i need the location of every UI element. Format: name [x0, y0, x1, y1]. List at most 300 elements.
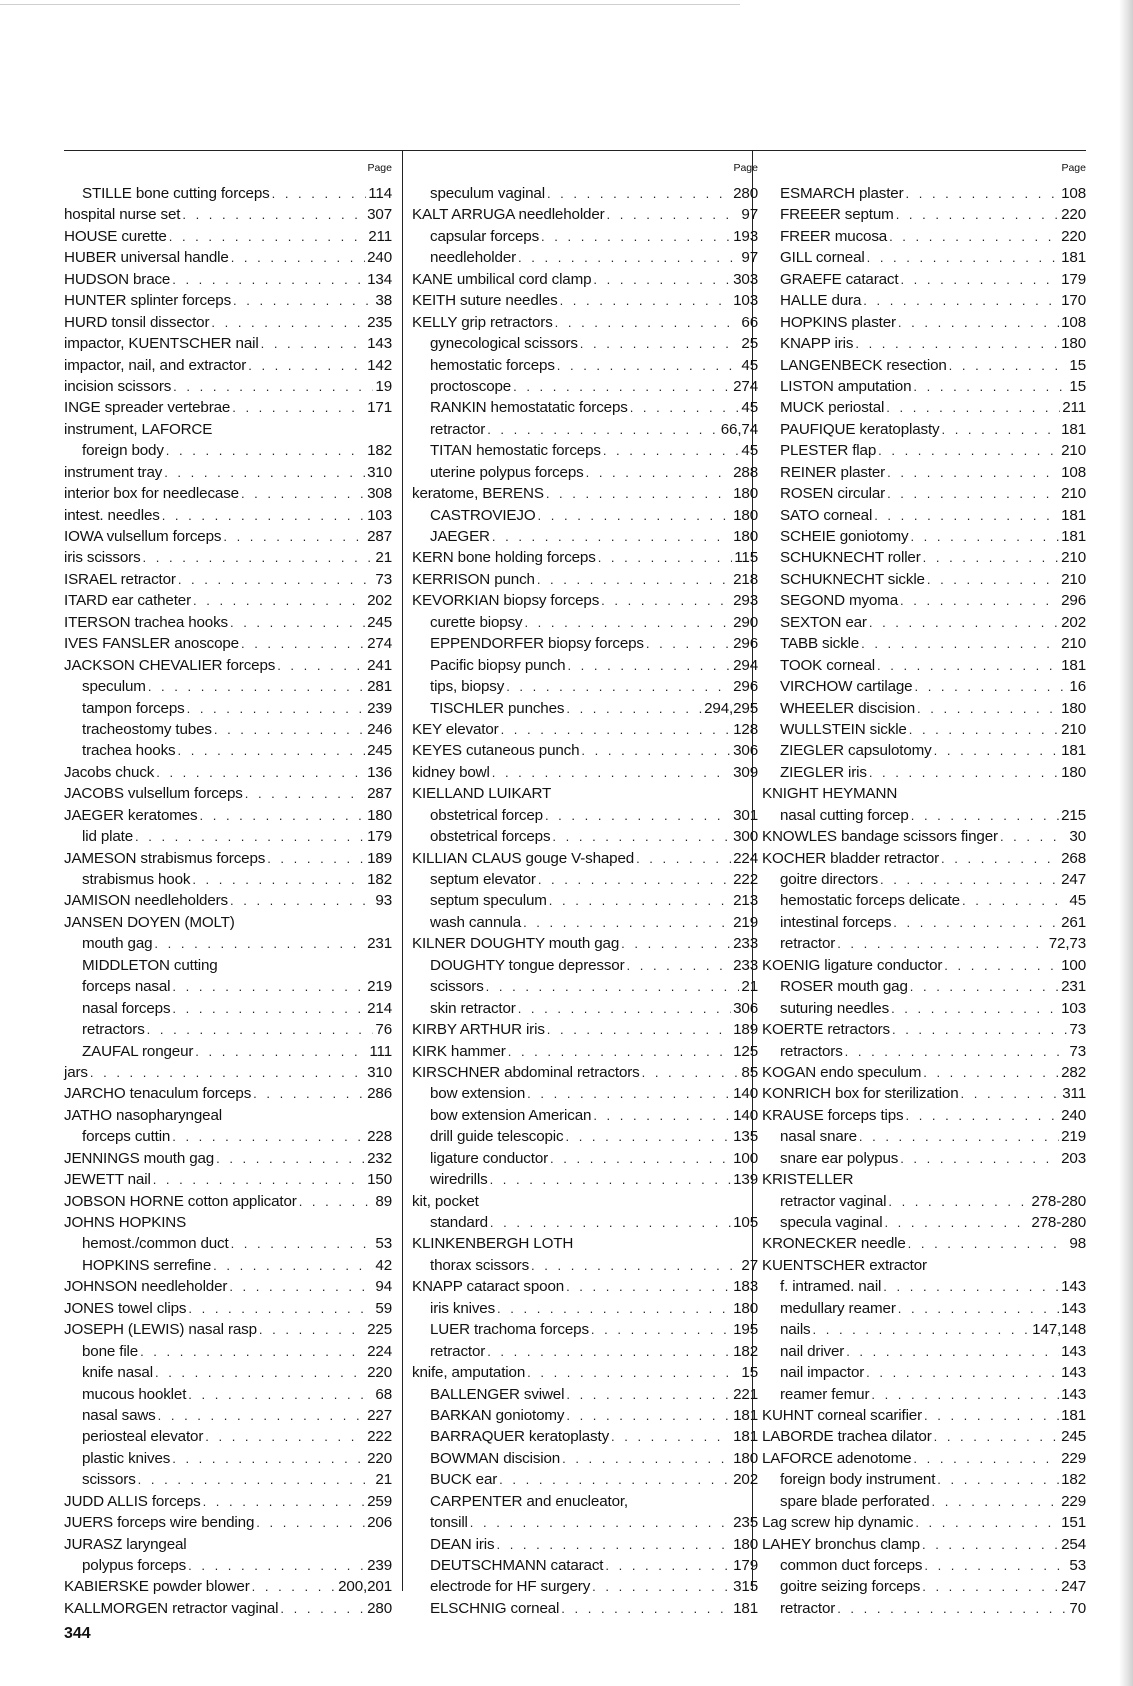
entry-page-ref: 140 [733, 1085, 758, 1103]
index-entry [64, 569, 392, 590]
entry-term: BUCK ear [430, 1471, 498, 1489]
dot-leader [591, 1319, 731, 1340]
dot-leader [267, 848, 365, 869]
index-entry [412, 333, 758, 354]
entry-term: KEVORKIAN biopsy forceps [412, 592, 600, 610]
entry-page-ref: 210 [1061, 485, 1086, 503]
dot-leader [580, 333, 740, 354]
index-entry [412, 1534, 758, 1555]
entry-page-ref: 224 [733, 849, 758, 867]
dot-leader [941, 848, 1059, 869]
entry-term: WULLSTEIN sickle [780, 720, 907, 738]
entry-term: KRAUSE forceps tips [762, 1106, 904, 1124]
dot-leader [887, 462, 1059, 483]
index-entry [64, 1319, 392, 1340]
entry-term: ZIEGLER capsulotomy [780, 742, 932, 760]
entry-page-ref: 108 [1061, 463, 1086, 481]
index-entry [412, 955, 758, 976]
dot-leader [233, 290, 373, 311]
entry-page-ref: 139 [733, 1171, 758, 1189]
entry-page-ref: 254 [1061, 1535, 1086, 1553]
index-entry [64, 419, 392, 440]
dot-leader [156, 762, 365, 783]
entry-page-ref: 219 [1061, 1128, 1086, 1146]
entry-term: retractor [780, 935, 836, 953]
entry-page-ref: 200,201 [338, 1578, 392, 1596]
dot-leader [896, 204, 1059, 225]
index-entry [64, 1019, 392, 1040]
index-entry [762, 1041, 1086, 1062]
index-entry [412, 1148, 758, 1169]
index-entry [762, 869, 1086, 890]
entry-page-ref: 203 [1061, 1149, 1086, 1167]
index-entry [64, 505, 392, 526]
index-entry [762, 890, 1086, 911]
entry-term: hemostatic forceps delicate [780, 892, 960, 910]
entry-term: goitre seizing forceps [780, 1578, 921, 1596]
entry-page-ref: 180 [733, 528, 758, 545]
index-entry [762, 783, 1086, 804]
entry-page-ref: 21 [375, 549, 392, 567]
entry-page-ref: 143 [367, 335, 392, 353]
index-entry [412, 1105, 758, 1126]
entry-term: KNIGHT HEYMANN [762, 785, 898, 803]
index-entry [412, 1448, 758, 1469]
dot-leader [216, 1148, 365, 1169]
index-entry [412, 1555, 758, 1576]
entry-page-ref: 21 [375, 1471, 392, 1489]
entry-term: speculum vaginal [430, 185, 545, 202]
dot-leader [566, 698, 702, 719]
entry-page-ref: 240 [367, 249, 392, 267]
dot-leader [169, 226, 367, 247]
entry-term: KOGAN endo speculum [762, 1063, 922, 1081]
index-entry [64, 462, 392, 483]
index-entry [64, 1212, 392, 1233]
entry-page-ref: 193 [733, 227, 758, 245]
dot-leader [173, 376, 373, 397]
entry-page-ref: 294,295 [704, 699, 758, 717]
entry-term: nasal snare [780, 1128, 857, 1146]
entry-page-ref: 182 [1061, 1471, 1086, 1489]
dot-leader [586, 462, 732, 483]
dot-leader [205, 1426, 365, 1447]
entry-page-ref: 278-280 [1031, 1214, 1086, 1231]
entry-page-ref: 73 [1069, 1042, 1086, 1060]
index-entry [762, 612, 1086, 633]
dot-leader [887, 483, 1059, 504]
index-entry [64, 355, 392, 376]
index-entry [64, 826, 392, 847]
index-entry [762, 1298, 1086, 1319]
entry-page-ref: 93 [375, 892, 392, 910]
index-entry [412, 762, 758, 783]
dot-leader [164, 462, 365, 483]
dot-leader [855, 333, 1059, 354]
entry-term: LUER trachoma forceps [430, 1321, 589, 1339]
dot-leader [867, 247, 1060, 268]
index-entry [64, 590, 392, 611]
entry-term: DOUGHTY tongue depressor [430, 956, 625, 974]
entry-term: SCHEIE goniotomy [780, 528, 909, 545]
entry-page-ref: 222 [733, 871, 758, 888]
index-entry [762, 998, 1086, 1019]
index-entry [412, 805, 758, 826]
dot-leader [232, 397, 365, 418]
entry-term: nasal saws [82, 1406, 156, 1424]
dot-leader [229, 1276, 373, 1297]
entry-page-ref: 218 [733, 570, 758, 588]
entry-term: CASTROVIEJO [430, 506, 536, 524]
entry-page-ref: 15 [1069, 377, 1086, 395]
entry-page-ref: 189 [367, 849, 392, 867]
entry-term: TITAN hemostatic forceps [430, 442, 601, 460]
entry-page-ref: 182 [367, 442, 392, 460]
index-entry [762, 1405, 1086, 1426]
dot-leader [941, 419, 1059, 440]
entry-term: KRONECKER needle [762, 1235, 906, 1253]
dot-leader [140, 1341, 365, 1362]
index-entry [412, 1212, 758, 1233]
entry-page-ref: 53 [1069, 1557, 1086, 1574]
entry-page-ref: 72,73 [1048, 935, 1086, 953]
entry-page-ref: 233 [733, 956, 758, 974]
entry-term: retractors [82, 1021, 145, 1039]
entry-page-ref: 241 [367, 656, 392, 674]
dot-leader [934, 740, 1059, 761]
index-entry [762, 1062, 1086, 1083]
entry-page-ref: 224 [367, 1342, 392, 1360]
column-header-page: Page [733, 162, 758, 174]
entry-page-ref: 220 [367, 1449, 392, 1467]
entry-term: KIELLAND LUIKART [412, 785, 552, 803]
entry-term: KERN bone holding forceps [412, 549, 596, 567]
entry-page-ref: 220 [367, 1364, 392, 1382]
index-entry [412, 247, 758, 268]
entry-page-ref: 171 [367, 399, 392, 417]
entry-page-ref: 210 [1061, 570, 1086, 588]
entry-term: KEYES cutaneous punch [412, 742, 580, 760]
index-entry [412, 890, 758, 911]
entry-term: strabismus hook [82, 871, 191, 888]
entry-page-ref: 89 [375, 1192, 392, 1210]
index-entry [64, 698, 392, 719]
index-entry [64, 998, 392, 1019]
entry-page-ref: 259 [367, 1492, 392, 1510]
entry-term: JUDD ALLIS forceps [64, 1492, 201, 1510]
index-entry [412, 783, 758, 804]
dot-leader [172, 1448, 365, 1469]
dot-leader [900, 1148, 1059, 1169]
index-entry [412, 569, 758, 590]
dot-leader [253, 1083, 365, 1104]
entry-page-ref: 235 [367, 313, 392, 331]
index-entry [412, 1298, 758, 1319]
index-entry [412, 719, 758, 740]
entry-page-ref: 128 [733, 720, 758, 738]
dot-leader [261, 333, 366, 354]
entry-term: KUHNT corneal scarifier [762, 1406, 923, 1424]
entry-term: TISCHLER punches [430, 699, 565, 717]
index-entry [64, 805, 392, 826]
dot-leader [560, 290, 732, 311]
dot-leader [845, 1041, 1068, 1062]
entry-term: mouth gag [82, 935, 153, 953]
index-entry [412, 1191, 758, 1212]
index-entry [64, 1555, 392, 1576]
entry-term: obstetrical forcep [430, 806, 543, 824]
dot-leader [213, 1255, 373, 1276]
entry-page-ref: 108 [1061, 185, 1086, 202]
entry-page-ref: 94 [375, 1278, 392, 1296]
entry-term: KILLIAN CLAUS gouge V-shaped [412, 849, 635, 867]
entry-term: HOPKINS plaster [780, 313, 896, 331]
entry-term: KEITH suture needles [412, 292, 558, 310]
entry-term: Lag screw hip dynamic [762, 1514, 914, 1532]
dot-leader [880, 869, 1059, 890]
dot-leader [898, 1298, 1059, 1319]
dot-leader [252, 1576, 337, 1597]
index-entry [762, 355, 1086, 376]
entry-page-ref: 150 [367, 1171, 392, 1189]
entry-term: KRISTELLER [762, 1171, 854, 1189]
entry-page-ref: 219 [733, 913, 758, 931]
dot-leader [499, 1469, 731, 1490]
entry-term: JOBSON HORNE cotton applicator [64, 1192, 297, 1210]
dot-leader [158, 1405, 365, 1426]
entry-term: scissors [430, 978, 484, 996]
index-entry [412, 1405, 758, 1426]
index-entry [762, 462, 1086, 483]
entry-term: HOPKINS serrefine [82, 1256, 212, 1274]
index-page [64, 150, 1086, 1617]
entry-page-ref: 97 [741, 206, 758, 224]
dot-leader [913, 1448, 1059, 1469]
entry-page-ref: 268 [1061, 849, 1086, 867]
entry-term: uterine polypus forceps [430, 463, 584, 481]
entry-term: KALT ARRUGA needleholder [412, 206, 605, 224]
dot-leader [566, 1276, 731, 1297]
entry-page-ref: 27 [741, 1256, 758, 1274]
index-entry [64, 1341, 392, 1362]
index-entry [64, 1362, 392, 1383]
index-entry [412, 655, 758, 676]
dot-leader [280, 1598, 365, 1619]
index-entry [762, 1362, 1086, 1383]
entry-page-ref: 245 [367, 742, 392, 760]
entry-term: HUBER universal handle [64, 249, 229, 267]
entry-term: capsular forceps [430, 227, 540, 245]
entry-term: KNAPP cataract spoon [412, 1278, 565, 1296]
index-entry [762, 1491, 1086, 1512]
dot-leader [910, 976, 1059, 997]
index-entry [762, 269, 1086, 290]
index-entry [64, 226, 392, 247]
entry-term: LISTON amputation [780, 377, 912, 395]
entry-term: LAFORCE adenotome [762, 1449, 912, 1467]
dot-leader [538, 869, 731, 890]
dot-leader [470, 1512, 731, 1533]
index-entry [762, 1105, 1086, 1126]
entry-term: KOENIG ligature conductor [762, 956, 943, 974]
entry-term: JURASZ laryngeal [64, 1535, 187, 1553]
entry-page-ref: 228 [367, 1128, 392, 1146]
dot-leader [924, 1555, 1067, 1576]
entry-term: intest. needles [64, 506, 160, 524]
entry-page-ref: 73 [375, 570, 392, 588]
index-entry [412, 462, 758, 483]
entry-page-ref: 73 [1069, 1021, 1086, 1039]
entry-term: JANSEN DOYEN (MOLT) [64, 913, 235, 931]
entry-page-ref: 181 [1061, 506, 1086, 524]
dot-leader [195, 1041, 367, 1062]
entry-term: TABB sickle [780, 635, 860, 653]
entry-term: ELSCHNIG corneal [430, 1599, 560, 1617]
entry-term: snare ear polypus [780, 1149, 899, 1167]
dot-leader [646, 633, 731, 654]
entry-page-ref: 147,148 [1032, 1321, 1086, 1339]
dot-leader [172, 998, 365, 1019]
dot-leader [153, 1169, 365, 1190]
dot-leader [898, 312, 1059, 333]
index-entry [412, 912, 758, 933]
entry-term: DEAN iris [430, 1535, 495, 1553]
index-entry [762, 312, 1086, 333]
dot-leader [621, 933, 731, 954]
entry-page-ref: 98 [1069, 1235, 1086, 1253]
index-entry [64, 1105, 392, 1126]
dot-leader [192, 869, 365, 890]
entry-page-ref: 235 [733, 1514, 758, 1532]
index-entry [64, 976, 392, 997]
index-entry [412, 226, 758, 247]
entry-term: hemostatic forceps [430, 356, 555, 374]
entry-page-ref: 310 [367, 1063, 392, 1081]
entry-term: KERRISON punch [412, 570, 535, 588]
entry-term: thorax scissors [430, 1256, 530, 1274]
entry-page-ref: 306 [733, 999, 758, 1017]
entry-term: KLINKENBERGH LOTH [412, 1235, 574, 1253]
entry-list [64, 183, 392, 1619]
entry-term: HOUSE curette [64, 227, 167, 245]
entry-page-ref: 227 [367, 1406, 392, 1424]
dot-leader [187, 698, 366, 719]
entry-term: knife, amputation [412, 1364, 526, 1382]
entry-term: LAHEY bronchus clamp [762, 1535, 920, 1553]
index-entry [762, 719, 1086, 740]
entry-page-ref: 246 [367, 720, 392, 738]
entry-page-ref: 143 [1061, 1364, 1086, 1382]
dot-leader [923, 1062, 1059, 1083]
entry-page-ref: 125 [733, 1042, 758, 1060]
entry-page-ref: 306 [733, 742, 758, 760]
entry-term: KEY elevator [412, 720, 499, 738]
entry-term: nails [780, 1321, 811, 1339]
entry-term: bow extension American [430, 1106, 592, 1124]
entry-list [412, 183, 758, 1619]
dot-leader [892, 1019, 1067, 1040]
index-column-3 [762, 151, 1086, 1617]
entry-page-ref: 220 [1061, 206, 1086, 224]
dot-leader [537, 569, 731, 590]
entry-page-ref: 97 [741, 249, 758, 267]
dot-leader [178, 569, 374, 590]
dot-leader [874, 505, 1059, 526]
entry-term: impactor, nail, and extractor [64, 356, 247, 374]
entry-term: KNOWLES bandage scissors finger [762, 828, 998, 846]
entry-page-ref: 21 [741, 978, 758, 996]
entry-page-ref: 143 [1061, 1385, 1086, 1403]
entry-page-ref: 213 [733, 892, 758, 910]
dot-leader [922, 1534, 1059, 1555]
entry-term: PLESTER flap [780, 442, 877, 460]
entry-page-ref: 282 [1061, 1063, 1086, 1081]
entry-term: STILLE bone cutting forceps [82, 185, 270, 202]
index-entry [412, 676, 758, 697]
index-entry [412, 269, 758, 290]
dot-leader [496, 1534, 731, 1555]
top-scan-line [0, 4, 740, 5]
entry-term: reamer femur [780, 1385, 870, 1403]
dot-leader [592, 1576, 731, 1597]
entry-page-ref: 181 [1061, 528, 1086, 545]
dot-leader [214, 719, 365, 740]
dot-leader [917, 698, 1059, 719]
entry-term: SEGOND myoma [780, 592, 899, 610]
entry-term: needleholder [430, 249, 517, 267]
dot-leader [562, 1448, 731, 1469]
entry-page-ref: 151 [1061, 1514, 1086, 1532]
entry-page-ref: 181 [733, 1428, 758, 1446]
dot-leader [523, 912, 731, 933]
index-entry [412, 290, 758, 311]
dot-leader [245, 783, 365, 804]
index-entry [64, 290, 392, 311]
entry-page-ref: 182 [733, 1342, 758, 1360]
entry-term: kidney bowl [412, 763, 490, 781]
index-entry [64, 376, 392, 397]
entry-page-ref: 210 [1061, 549, 1086, 567]
index-entry [412, 1276, 758, 1297]
entry-term: JOSEPH (LEWIS) nasal rasp [64, 1321, 257, 1339]
index-entry [64, 1512, 392, 1533]
dot-leader [915, 1512, 1059, 1533]
index-entry [412, 1362, 758, 1383]
dot-leader [547, 183, 731, 204]
entry-term: LANGENBECK resection [780, 356, 947, 374]
dot-leader [490, 1212, 731, 1233]
entry-page-ref: 308 [367, 485, 392, 503]
entry-term: ZAUFAL rongeur [82, 1042, 194, 1060]
dot-leader [552, 826, 731, 847]
entry-page-ref: 202 [1061, 613, 1086, 631]
entry-page-ref: 103 [1061, 999, 1086, 1017]
entry-term: f. intramed. nail [780, 1278, 882, 1296]
entry-term: goitre directors [780, 871, 879, 888]
index-entry [762, 698, 1086, 719]
dot-leader [231, 1233, 374, 1254]
entry-term: JONES towel clips [64, 1299, 187, 1317]
entry-term: medullary reamer [780, 1299, 896, 1317]
entry-page-ref: 19 [375, 377, 392, 395]
dot-leader [893, 912, 1059, 933]
index-entry [64, 1276, 392, 1297]
index-entry [762, 655, 1086, 676]
dot-leader [487, 1341, 731, 1362]
entry-term: JATHO nasopharyngeal [64, 1106, 222, 1124]
dot-leader [277, 655, 365, 676]
entry-page-ref: 211 [368, 227, 392, 245]
